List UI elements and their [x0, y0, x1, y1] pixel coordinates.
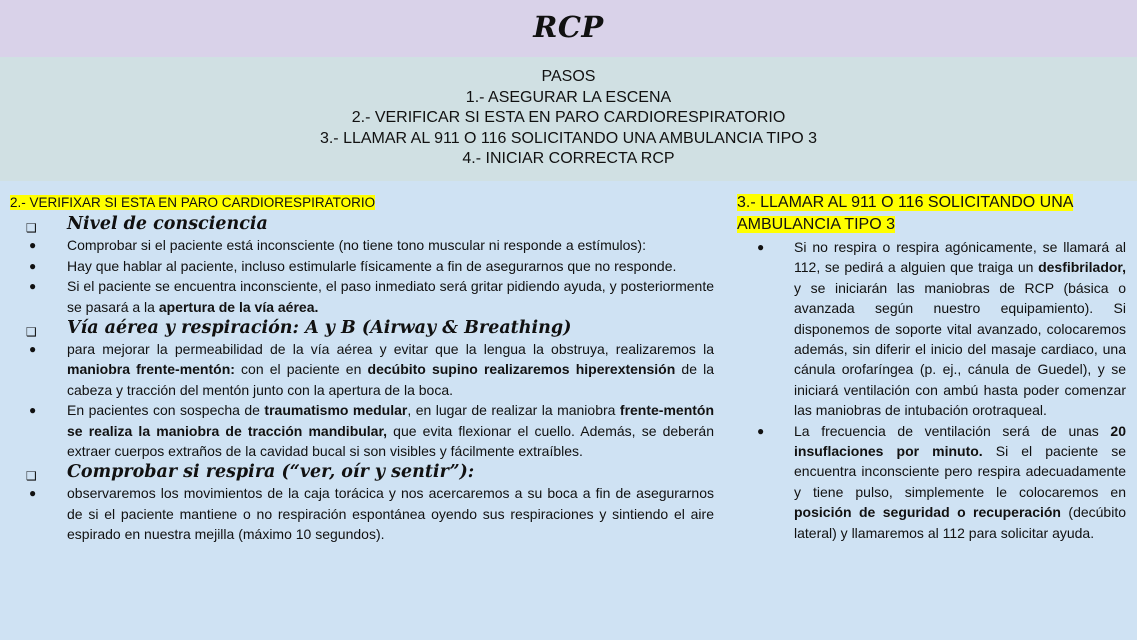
heading-consciousness: ❑ Nivel de consciencia — [10, 213, 714, 235]
list-item: ● En pacientes con sospecha de traumatismo medular, en lugar de realizar la maniobra frente-mentón se realiza la maniobra de tracción mandibular, que evita flexionar el cuello. Además, se deberán extraer cuerpos extraños de la cavidad bucal si son visibles y fácilmente extraíbles. — [29, 402, 715, 460]
dot-bullet-icon: ● — [29, 486, 37, 501]
right-column — [737, 192, 1126, 543]
dot-bullet-icon: ● — [29, 342, 37, 357]
step-2: 2.- VERIFICAR SI ESTA EN PARO CARDIORESPIRATORIO — [351, 109, 786, 126]
steps-panel — [0, 57, 1137, 181]
step-1: 1.- ASEGURAR LA ESCENA — [465, 88, 672, 106]
dot-bullet-icon: ● — [29, 279, 37, 294]
dot-bullet-icon: ● — [757, 423, 765, 438]
steps-heading: PASOS — [541, 68, 596, 85]
right-section-title: 3.- LLAMAR AL 911 O 116 SOLICITANDO UNA AMBULANCIA TIPO 3 — [737, 194, 1074, 233]
list-item: ● observaremos los movimientos de la caja torácica y nos acercaremos a su boca a fin de asegurarnos de si el paciente mantiene o no respiración espontánea oyendo sus respiraciones y sintiendo el aire espirado en nuestra mejilla (máximo 10 segundos). — [29, 485, 714, 543]
heading-breathing-check: ❑ Comprobar si respira (“ver, oír y sentir”): — [10, 461, 714, 483]
box-bullet-icon: ❑ — [26, 469, 37, 484]
title-banner — [0, 0, 1137, 57]
list-item: ● Comprobar si el paciente está inconsciente (no tiene tono muscular ni responde a estímulos): — [10, 235, 714, 255]
dot-bullet-icon: ● — [29, 258, 37, 273]
list-item: ● Si el paciente se encuentra inconsciente, el paso inmediato será gritar pidiendo ayuda, y posteriormente se pasará a la apertura de la vía aérea. — [29, 278, 714, 315]
list-item: ● Hay que hablar al paciente, incluso estimularle físicamente a fin de asegurarnos que no responde. — [10, 256, 714, 276]
list-item: ● Si no respira o respira agónicamente, se llamará al 112, se pedirá a alguien que traiga un desfibrilador, y se iniciarán las maniobras de RCP (básica o avanzada según nuestro equipamiento). Si disponemos de soporte vital avanzado, colocaremos además, sin diferir el inicio del masaje cardiaco, una cánula orofaríngea (p. ej., cánula de Guedel), y se iniciará ventilación con ambú hasta poder comenzar las maniobras de intubación orotraqueal. — [757, 239, 1126, 419]
box-bullet-icon: ❑ — [26, 325, 37, 340]
left-section-title: 2.- VERIFIXAR SI ESTA EN PARO CARDIORESPIRATORIO — [10, 195, 376, 210]
list-item: ● La frecuencia de ventilación será de unas 20 insuflaciones por minuto. Si el paciente se encuentra inconsciente pero respira adecuadamente y tiene pulso, simplemente le colocaremos en posición de seguridad o recuperación (decúbito lateral) y llamaremos al 112 para solicitar ayuda. — [757, 422, 1127, 541]
step-4: 4.- INICIAR CORRECTA RCP — [462, 150, 675, 167]
list-item: ● para mejorar la permeabilidad de la vía aérea y evitar que la lengua la obstruya, realizaremos la maniobra frente-mentón: con el paciente en decúbito supino realizaremos hiperextensión de la cabeza y tracción del mentón junto con la apertura de la boca. — [29, 341, 715, 398]
page-title: RCP — [533, 10, 604, 44]
dot-bullet-icon: ● — [29, 403, 37, 418]
dot-bullet-icon: ● — [29, 238, 37, 253]
left-column — [10, 192, 714, 545]
dot-bullet-icon: ● — [757, 240, 765, 254]
box-bullet-icon: ❑ — [26, 221, 37, 236]
heading-airway: ❑ Vía aérea y respiración: A y B (Airway & Breathing) — [10, 317, 714, 339]
step-3: 3.- LLAMAR AL 911 O 116 SOLICITANDO UNA AMBULANCIA TIPO 3 — [319, 129, 818, 147]
